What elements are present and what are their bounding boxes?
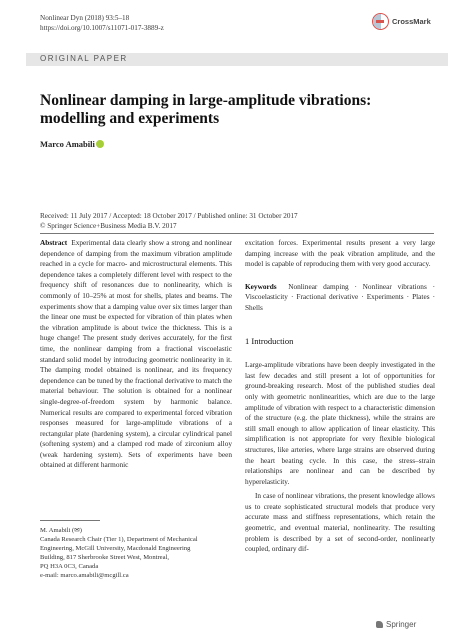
publisher-name: Springer — [386, 620, 417, 629]
crossmark-label: CrossMark — [392, 17, 431, 26]
journal-citation: Nonlinear Dyn (2018) 93:5–18 — [40, 14, 130, 22]
section-heading: 1 Introduction — [245, 335, 294, 346]
springer-horse-icon — [376, 621, 383, 628]
affiliation-line: Building, 817 Sherbrooke Street West, Montreal, — [40, 554, 170, 561]
affiliation-email[interactable]: e-mail: marco.amabili@mcgill.ca — [40, 572, 129, 579]
copyright: © Springer Science+Business Media B.V. 2017 — [40, 222, 177, 230]
intro-paragraph-2: In case of nonlinear vibrations, the present knowledge allows us to create sophisticated structural models that produce very accurate mass and stiffness representations, which retain the geometric, and eventual material, nonlinearity. The resulting problem is described by a set of second-order, nonlinearly coupled, ordinary dif- — [245, 491, 435, 554]
abstract — [40, 238, 232, 471]
doi-link[interactable]: https://doi.org/10.1007/s11071-017-3889-z — [40, 24, 164, 32]
paper-title: Nonlinear damping in large-amplitude vibrations: modelling and experiments — [40, 92, 372, 127]
crossmark-icon — [372, 13, 389, 30]
abstract-text: Experimental data clearly show a strong and nonlinear dependence of damping from the maximum vibration amplitude reached in a cycle for macro- and microstructural elements. This dependence takes a completely different level with respect to the frequency shift of resonances due to nonlinearity, which is commonly of 10–25% at most for shells, plates and beams. The experiments show that a damping value over six times larger than the linear one must be expected for vibration of thin plates when the vibration amplitude is about twice the thickness. This is a huge change! The present study derives accurately, for the first time, the nonlinear damping from a fractional viscoelastic standard solid model by introducing geometric nonlinearity in it. The damping model obtained is nonlinear, and its frequency dependence can be tuned by the fractional derivative to match the material behaviour. The solution is obtained for a nonlinear single-degree-of-freedom system by harmonic balance. Numerical results are compared to experimental forced vibration responses measured for large-amplitude vibrations of a rectangular plate (hardening system), a circular cylindrical panel (softening system) and a clamped rod made of zirconium alloy (weak hardening system). Sets of experiments have been obtained at different harmonic — [40, 238, 232, 470]
publisher-logo — [376, 620, 416, 629]
keywords — [245, 282, 435, 314]
footnote-rule — [40, 520, 100, 521]
abstract-label: Abstract — [40, 238, 68, 247]
affiliation-line: PQ H3A 0C3, Canada — [40, 563, 99, 570]
left-column — [40, 238, 232, 471]
publication-dates: Received: 11 July 2017 / Accepted: 18 October 2017 / Published online: 31 October 2017 — [40, 212, 298, 220]
publication-info — [40, 211, 298, 231]
right-column — [245, 238, 435, 555]
journal-header — [40, 13, 164, 33]
orcid-icon[interactable] — [96, 140, 104, 148]
affiliation-name: M. Amabili (✉) — [40, 527, 82, 534]
intro-paragraph-1: Large-amplitude vibrations have been deeply investigated in the last few decades and still present a lot of opportunities for ground-breaking research. Most of the published studies deal only with geometric nonlinearities, which are due to the large amplitude of vibration with respect to a characteristic dimension of the structure (e.g. the plate thickness), while the strains are still small enough to allow application of linear elasticity. This simplification is not appropriate for very flexible biological structures, like arteries, where large strains are observed during the heart beating cycle. In this case, the stress–strain relationships are nonlinear and can be described by hyperelasticity. — [245, 360, 435, 486]
paper-type-label: ORIGINAL PAPER — [40, 54, 128, 63]
keywords-text: Nonlinear damping · Nonlinear vibrations · Viscoelasticity · Fractional derivative · Experiments · Plates · Shells — [245, 281, 435, 312]
keywords-label: Keywords — [245, 281, 277, 291]
author-line — [40, 139, 104, 149]
affiliation-line: Engineering, McGill University, Macdonald Engineering — [40, 545, 191, 552]
paper-type-band — [26, 53, 448, 66]
header-rule — [40, 233, 434, 234]
affiliation — [40, 526, 232, 580]
abstract-continued: excitation forces. Experimental results present a very large damping increase with the peak vibration amplitude, and the model is capable of reproducing them with very good accuracy. — [245, 238, 435, 269]
affiliation-line: Canada Research Chair (Tier 1), Department of Mechanical — [40, 536, 198, 543]
author-name: Marco Amabili — [40, 139, 95, 149]
crossmark-badge[interactable] — [372, 12, 446, 32]
